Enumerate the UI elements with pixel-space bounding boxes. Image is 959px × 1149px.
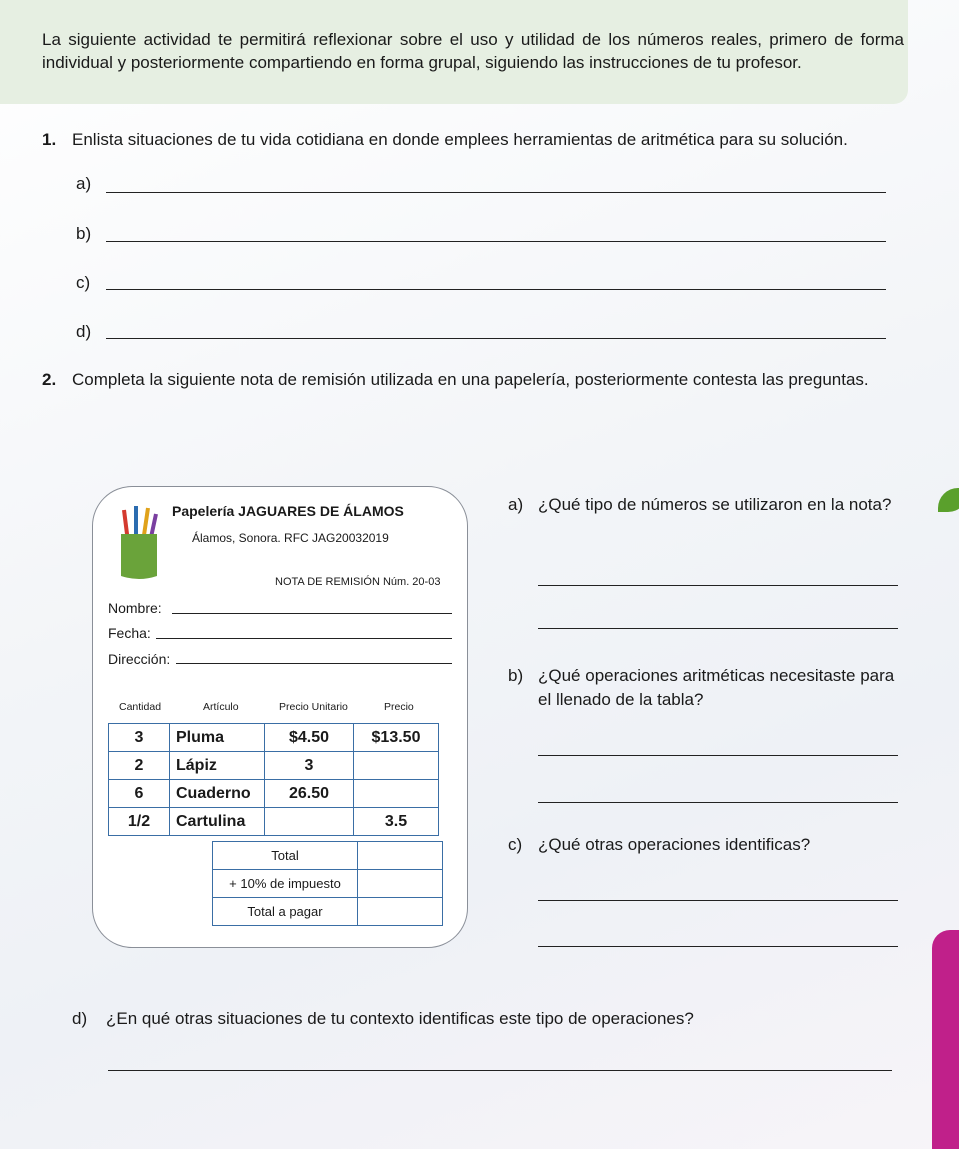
intro-text: La siguiente actividad te permitirá reflexionar sobre el uso y utilidad de los números reales, primero de forma individual y posteriormente compartiendo en forma grupal, siguiendo las instrucciones de tu profesor. — [42, 30, 904, 72]
side-b-answer-line-2[interactable] — [538, 802, 898, 803]
total-label: Total — [213, 842, 358, 870]
cell-price[interactable]: $13.50 — [354, 724, 439, 752]
side-a-label: a) — [508, 495, 524, 514]
table-row — [109, 724, 439, 752]
cell-unit-price: 3 — [265, 752, 354, 780]
cell-unit-price: 26.50 — [265, 780, 354, 808]
q1-item-c-label: c) — [76, 273, 91, 292]
q1-number: 1. — [42, 130, 57, 149]
q1-item-b-label: b) — [76, 224, 92, 243]
intro-box — [0, 0, 908, 104]
side-b-text: ¿Qué operaciones aritméticas necesitaste para el llenado de la tabla? — [538, 666, 895, 709]
cell-unit-price: $4.50 — [265, 724, 354, 752]
cell-unit-price[interactable] — [265, 808, 354, 836]
direccion-field[interactable] — [176, 663, 452, 664]
side-a-answer-line-2[interactable] — [538, 628, 898, 629]
q1-text: Enlista situaciones de tu vida cotidiana en donde emplees herramientas de aritmética para su solución. — [72, 130, 848, 149]
side-b-label: b) — [508, 666, 524, 685]
cell-item: Lápiz — [170, 752, 265, 780]
d-label: d) — [72, 1009, 88, 1028]
side-c-label: c) — [508, 835, 523, 854]
total-to-pay-value[interactable] — [358, 898, 443, 926]
store-name: Papelería JAGUARES DE ÁLAMOS — [172, 503, 404, 519]
table-row — [109, 780, 439, 808]
fecha-field[interactable] — [156, 638, 452, 639]
cell-qty: 1/2 — [109, 808, 170, 836]
q2-number: 2. — [42, 370, 57, 389]
side-c-text: ¿Qué otras operaciones identificas? — [538, 835, 811, 854]
q1-item-a-label: a) — [76, 174, 92, 193]
header-articulo: Artículo — [203, 701, 239, 713]
header-cantidad: Cantidad — [119, 701, 162, 713]
q1-answer-c-line[interactable] — [106, 289, 886, 290]
table-row — [213, 842, 443, 870]
header-precio-unitario: Precio Unitario — [279, 701, 348, 713]
cell-item: Cartulina — [170, 808, 265, 836]
table-row — [109, 752, 439, 780]
q1-answer-d-line[interactable] — [106, 338, 886, 339]
fecha-label: Fecha: — [108, 625, 151, 641]
cell-price: 3.5 — [354, 808, 439, 836]
cell-qty: 6 — [109, 780, 170, 808]
q2-text: Completa la siguiente nota de remisión utilizada en una papelería, posteriormente contesta las preguntas. — [72, 370, 869, 389]
table-row — [213, 898, 443, 926]
nombre-field[interactable] — [172, 613, 452, 614]
q1-answer-b-line[interactable] — [106, 241, 886, 242]
side-a-text: ¿Qué tipo de números se utilizaron en la nota? — [538, 495, 892, 514]
side-tab-decoration — [932, 930, 959, 1149]
side-a-answer-line-1[interactable] — [538, 585, 898, 586]
store-address: Álamos, Sonora. RFC JAG20032019 — [192, 531, 389, 545]
table-row — [109, 808, 439, 836]
cell-price[interactable] — [354, 752, 439, 780]
items-table — [108, 723, 439, 836]
total-value[interactable] — [358, 842, 443, 870]
cell-qty: 2 — [109, 752, 170, 780]
side-c-answer-line-2[interactable] — [538, 946, 898, 947]
q1-answer-a-line[interactable] — [106, 192, 886, 193]
side-c-answer-line-1[interactable] — [538, 900, 898, 901]
cell-item: Cuaderno — [170, 780, 265, 808]
cell-item: Pluma — [170, 724, 265, 752]
header-precio: Precio — [384, 701, 414, 713]
remission-note-number: NOTA DE REMISIÓN Núm. 20-03 — [275, 576, 441, 588]
nombre-label: Nombre: — [108, 600, 162, 616]
totals-table — [212, 841, 443, 926]
leaf-decoration — [938, 488, 959, 512]
tax-value[interactable] — [358, 870, 443, 898]
tax-label: + 10% de impuesto — [213, 870, 358, 898]
q1-item-d-label: d) — [76, 322, 92, 341]
d-answer-line[interactable] — [108, 1070, 892, 1071]
cell-price[interactable] — [354, 780, 439, 808]
total-to-pay-label: Total a pagar — [213, 898, 358, 926]
pencil-cup-icon — [118, 502, 160, 580]
table-row — [213, 870, 443, 898]
direccion-label: Dirección: — [108, 651, 171, 667]
side-b-answer-line-1[interactable] — [538, 755, 898, 756]
d-text: ¿En qué otras situaciones de tu contexto identificas este tipo de operaciones? — [106, 1009, 694, 1028]
cell-qty: 3 — [109, 724, 170, 752]
